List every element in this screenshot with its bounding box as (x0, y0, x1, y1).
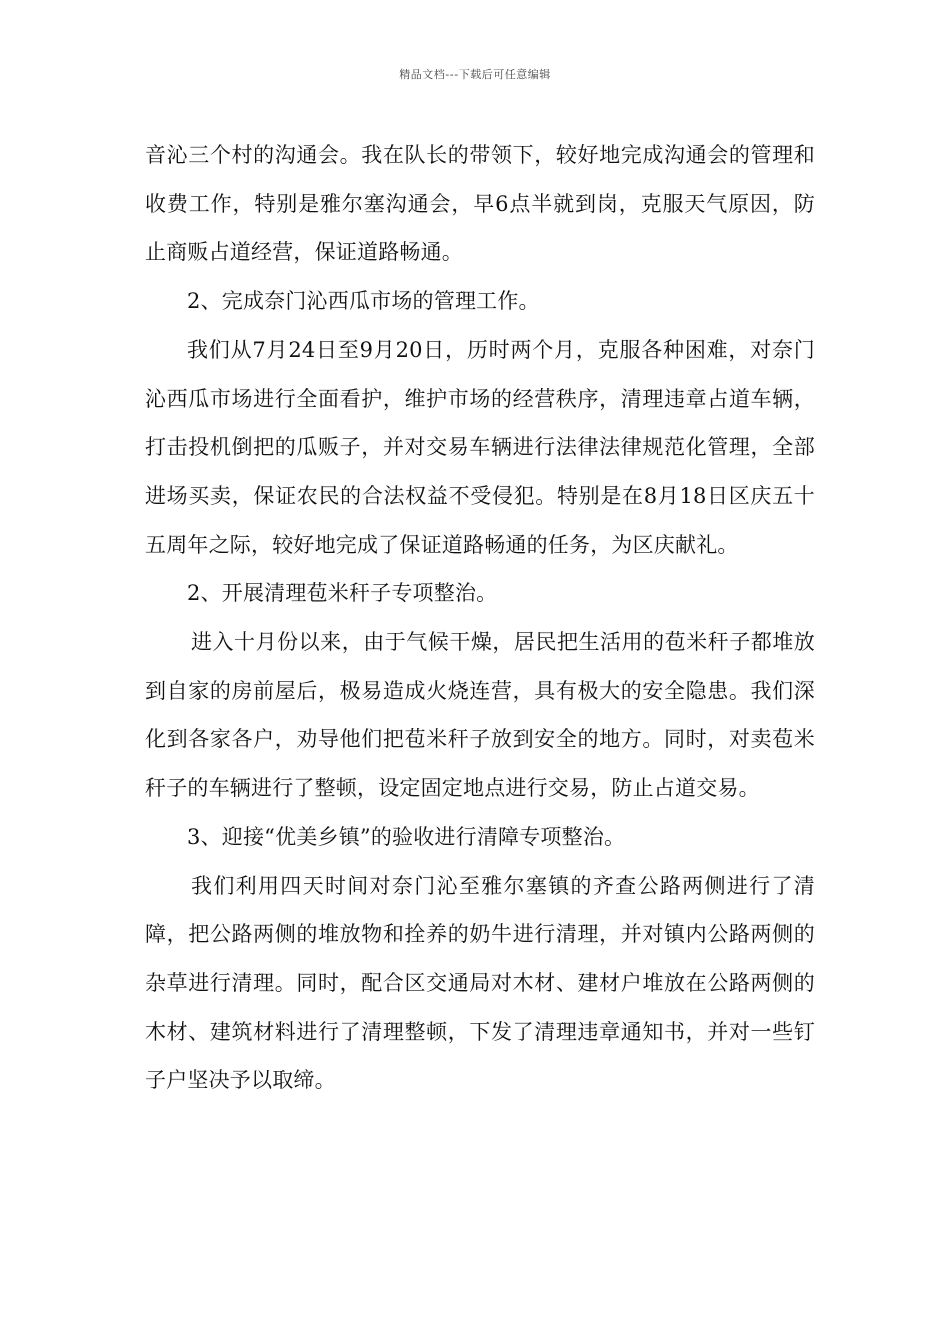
document-body (145, 131, 815, 1105)
section-heading-beautiful-township: 3、迎接“优美乡镇”的验收进行清障专项整治。 (187, 824, 626, 849)
paragraph-corn-stalks: 进入十月份以来，由于气候干燥，居民把生活用的苞米秆子都堆放到自家的房前屋后，极易造成火烧连营，具有极大的安全隐患。我们深化到各家各户，劝导他们把苞米秆子放到安全的地方。同时，对卖苞米秆子的车辆进行了整顿，设定固定地点进行交易，防止占道交易。 (145, 630, 815, 801)
section-heading-corn-stalks: 2、开展清理苞米秆子专项整治。 (187, 581, 498, 606)
paragraph-road-clearing: 我们利用四天时间对奈门沁至雅尔塞镇的齐查公路两侧进行了清障，把公路两侧的堆放物和拴养的奶牛进行清理，并对镇内公路两侧的杂草进行清理。同时，配合区交通局对木材、建材户堆放在公路两侧的木材、建筑材料进行了清理整顿，下发了清理违章通知书，并对一些钉子户坚决予以取缔。 (145, 873, 815, 1093)
page-header: 精品文档---下载后可任意编辑 (399, 68, 551, 81)
paragraph-continuation: 音沁三个村的沟通会。我在队长的带领下，较好地完成沟通会的管理和收费工作，特别是雅尔塞沟通会，早6点半就到岗，克服天气原因，防止商贩占道经营，保证道路畅通。 (145, 143, 815, 265)
section-heading-watermelon-market: 2、完成奈门沁西瓜市场的管理工作。 (187, 289, 540, 314)
paragraph-watermelon-market: 我们从7月24日至9月20日，历时两个月，克服各种困难，对奈门沁西瓜市场进行全面看护，维护市场的经营秩序，清理违章占道车辆，打击投机倒把的瓜贩子，并对交易车辆进行法律法律规范化管理，全部进场买卖，保证农民的合法权益不受侵犯。特别是在8月18日区庆五十五周年之际，较好地完成了保证道路畅通的任务，为区庆献礼。 (145, 337, 815, 557)
